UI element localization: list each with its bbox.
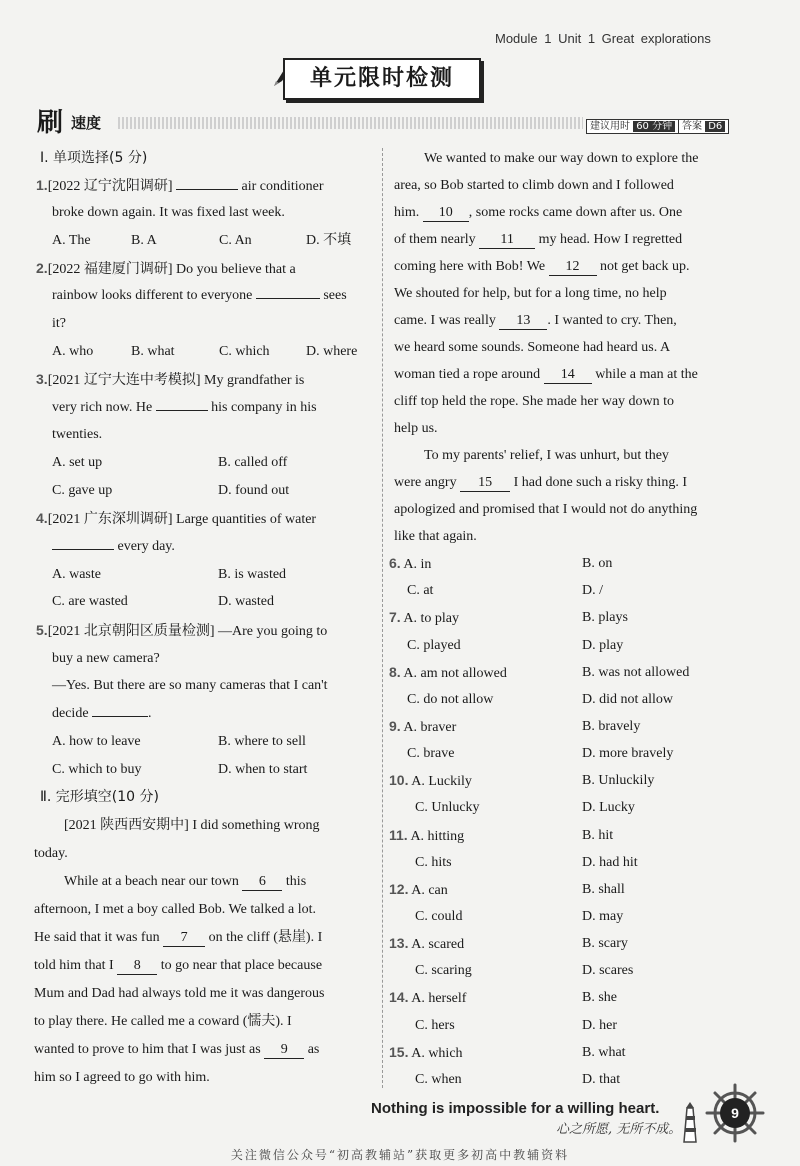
cloze-line: wanted to prove to him that I was just as 9 as [34,1042,320,1057]
cloze-q14-opt-b[interactable]: B. she [582,990,617,1006]
q2-opt-c[interactable]: C. which [219,344,270,359]
cloze-q11-opt-a[interactable]: 11. A. hitting [389,826,465,844]
cloze-line: to play there. He called me a coward (懦夫). I [34,1014,292,1029]
cloze-line: afternoon, I met a boy called Bob. We talked a lot. [34,902,317,917]
passage-line: We shouted for help, but for a long time, no help [394,286,667,301]
q3-opt-c[interactable]: C. gave up [52,483,113,498]
cloze-q7-opt-b[interactable]: B. plays [582,610,628,626]
q4-line2: every day. [52,533,175,560]
passage-line: like that again. [394,529,477,544]
motto-english: Nothing is impossible for a willing heart. [371,1100,660,1117]
q5-line4: decide . [52,706,152,721]
cloze-q15-opt-a[interactable]: 15. A. which [389,1043,463,1061]
q4-opt-b[interactable]: B. is wasted [218,567,287,582]
q5-opt-a[interactable]: A. how to leave [52,734,141,749]
cloze-q6-opt-c[interactable]: C. at [407,583,434,599]
cloze-line: told him that I 8 to go near that place because [34,958,323,973]
q1-line2: broke down again. It was fixed last week. [52,205,285,220]
cloze-q13-opt-c[interactable]: C. scaring [415,963,472,979]
section2-title: Ⅱ. 完形填空(10 分) [40,789,159,805]
page-number: 9 [720,1098,750,1128]
cloze-q15-opt-d[interactable]: D. that [582,1071,621,1087]
cloze-q7-opt-c[interactable]: C. played [407,637,461,653]
q5-line3: —Yes. But there are so many cameras that I can't [52,678,328,693]
page-title: 单元限时检测 [283,58,481,100]
passage-line: were angry 15 I had done such a risky thing. I [394,475,687,490]
cloze-q12-opt-c[interactable]: C. could [415,909,463,924]
answer-tag: 答案 D6 [678,116,729,134]
module-header: Module 1 Unit 1 Great explorations [495,31,711,46]
passage-line: came. I was really 13 . I wanted to cry. Then, [394,313,677,328]
cloze-q10-opt-b[interactable]: B. Unluckily [582,773,655,789]
cloze-q11-opt-b[interactable]: B. hit [582,827,614,843]
cloze-q8-opt-a[interactable]: 8. A. am not allowed [389,663,507,681]
passage-line: of them nearly 11 my head. How I regretted [394,232,683,247]
q2-opt-a[interactable]: A. who [52,344,94,359]
cloze-q10-opt-d[interactable]: D. Lucky [582,800,635,816]
cloze-q6-opt-a[interactable]: 6. A. in [389,555,432,572]
divider-stripe [118,117,583,129]
cloze-q9-opt-b[interactable]: B. bravely [582,718,641,734]
cloze-q15-opt-b[interactable]: B. what [582,1044,626,1060]
q3-opt-d[interactable]: D. found out [218,483,290,498]
cloze-q6-opt-d[interactable]: D. / [582,583,603,599]
passage-line: cliff top held the rope. She made her way down to [394,394,675,409]
cloze-line: him so I agreed to go with him. [34,1070,210,1085]
q1-opt-a[interactable]: A. The [52,233,91,248]
q4-line1: 4.[2021 广东深圳调研] Large quantities of water [36,510,317,527]
q5-line2: buy a new camera? [52,651,160,666]
cloze-q13-opt-a[interactable]: 13. A. scared [389,935,465,953]
cloze-q7-opt-a[interactable]: 7. A. to play [389,609,460,627]
cloze-q12-opt-b[interactable]: B. shall [582,881,625,897]
q5-opt-b[interactable]: B. where to sell [218,734,306,749]
cloze-q8-opt-b[interactable]: B. was not allowed [582,664,690,680]
cloze-q7-opt-d[interactable]: D. play [582,637,624,653]
cloze-line: While at a beach near our town 6 this [64,874,307,889]
q2-line3: it? [52,316,66,331]
cloze-q10-opt-a[interactable]: 10. A. Luckily [389,772,472,790]
q4-opt-d[interactable]: D. wasted [218,594,274,609]
cloze-line: today. [34,846,68,861]
cloze-q10-opt-c[interactable]: C. Unlucky [415,800,480,816]
passage-line: help us. [394,421,438,436]
cloze-q13-opt-d[interactable]: D. scares [582,963,634,979]
q3-line2: very rich now. He his company in his [52,400,317,415]
q4-opt-a[interactable]: A. waste [52,567,101,582]
q1-opt-c[interactable]: C. An [219,233,252,248]
q1-opt-d[interactable]: D. 不填 [306,233,352,248]
column-divider [382,148,383,1088]
q2-line1: 2.[2022 福建厦门调研] Do you believe that a [36,260,296,277]
cloze-q14-opt-d[interactable]: D. her [582,1017,617,1033]
q3-line3: twenties. [52,427,103,442]
q2-opt-d[interactable]: D. where [306,344,358,359]
time-tag: 建议用时 60 分钟 [586,116,679,134]
cloze-q11-opt-d[interactable]: D. had hit [582,854,638,870]
bottom-note: 关注微信公众号“初高教辅站”获取更多初高中教辅资料 [230,1148,570,1162]
q3-line1: 3.[2021 辽宁大连中考模拟] My grandfather is [36,371,305,388]
motto-chinese: 心之所愿, 无所不成。 [556,1122,682,1137]
passage-line: To my parents' relief, I was unhurt, but they [424,448,669,463]
section1-title: Ⅰ. 单项选择(5 分) [40,150,148,166]
q3-opt-b[interactable]: B. called off [218,455,288,470]
cloze-q6-opt-b[interactable]: B. on [582,556,613,571]
cloze-q8-opt-c[interactable]: C. do not allow [407,691,494,707]
q1-line1: 1.[2022 辽宁沈阳调研] air conditioner [36,177,324,194]
q4-opt-c[interactable]: C. are wasted [52,594,128,609]
cloze-q12-opt-d[interactable]: D. may [582,909,624,924]
sudu-label: 速度 [71,114,102,132]
cloze-q15-opt-c[interactable]: C. when [415,1071,462,1087]
q2-line2: rainbow looks different to everyone sees [52,288,347,303]
lighthouse-icon [678,1100,702,1144]
q3-opt-a[interactable]: A. set up [52,455,103,470]
passage-line: coming here with Bob! We 12 not get back up. [394,259,690,274]
cloze-q13-opt-b[interactable]: B. scary [582,936,628,952]
shua-label: 刷 [37,108,64,138]
cloze-line: Mum and Dad had always told me it was dangerous [34,986,325,1001]
cloze-q9-opt-a[interactable]: 9. A. braver [389,717,457,735]
q1-opt-b[interactable]: B. A [131,233,157,248]
q5-opt-d[interactable]: D. when to start [218,762,308,777]
cloze-q14-opt-a[interactable]: 14. A. herself [389,989,467,1007]
cloze-q9-opt-d[interactable]: D. more bravely [582,746,674,762]
cloze-q12-opt-a[interactable]: 12. A. can [389,880,448,898]
passage-line: apologized and promised that I would not do anything [394,502,698,517]
q2-opt-b[interactable]: B. what [131,344,175,359]
passage-line: we heard some sounds. Someone had heard us. A [394,340,671,355]
q5-line1: 5.[2021 北京朝阳区质量检测] —Are you going to [36,622,328,639]
cloze-source: [2021 陕西西安期中] I did something wrong [64,818,320,833]
cloze-line: He said that it was fun 7 on the cliff (悬崖). I [34,930,323,945]
cloze-q9-opt-c[interactable]: C. brave [407,746,455,762]
passage-line: area, so Bob started to climb down and I followed [394,178,674,193]
passage-line: woman tied a rope around 14 while a man at the [394,367,698,382]
passage-line: him. 10 , some rocks came down after us. One [394,205,683,220]
cloze-q11-opt-c[interactable]: C. hits [415,854,452,870]
cloze-q8-opt-d[interactable]: D. did not allow [582,691,673,707]
q5-opt-c[interactable]: C. which to buy [52,762,142,777]
passage-line: We wanted to make our way down to explore the [424,151,699,166]
cloze-q14-opt-c[interactable]: C. hers [415,1017,455,1033]
